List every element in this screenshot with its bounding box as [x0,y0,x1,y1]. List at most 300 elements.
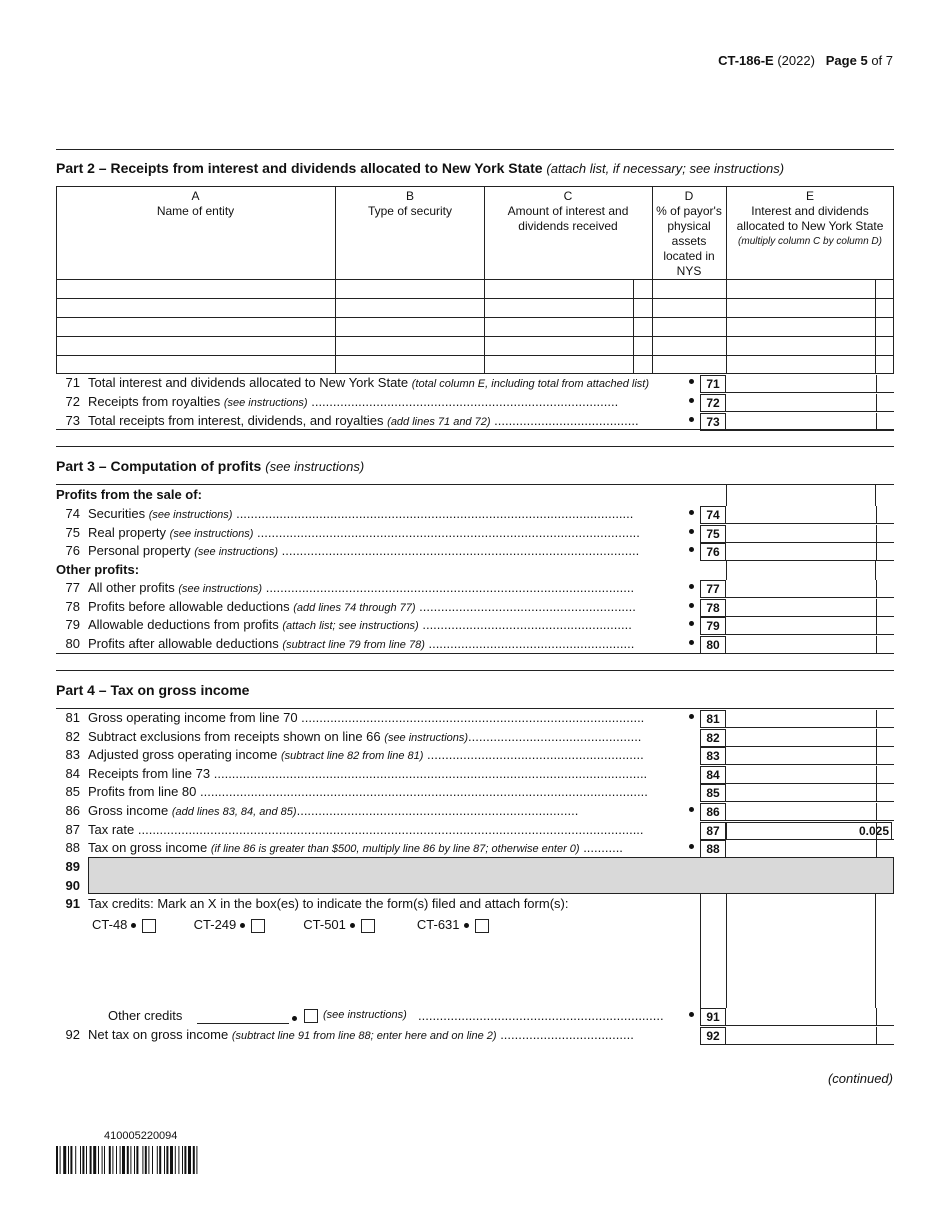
line-91-num: 91 [65,896,80,911]
line-number-box: 72 [700,394,726,412]
line-label: Subtract exclusions from receipts shown on line 66 [88,729,381,744]
barcode-bar [122,1146,125,1174]
barcode-bar [145,1146,147,1174]
line-number: 72 [65,394,80,409]
line-number: 86 [65,803,80,818]
page-of: of 7 [871,53,893,68]
cents-field[interactable] [876,525,894,543]
line-number: 80 [65,636,80,651]
bullet-icon [689,603,694,608]
line-number-box: 79 [700,617,726,635]
leader-dots: .............................................................................. [296,803,579,818]
line-76-row [56,543,894,561]
page-label: Page 5 [825,53,868,68]
bullet-icon [689,547,694,552]
line-label: Tax on gross income [88,840,208,855]
line-text [88,784,708,799]
line-note: (add lines 83, 84, and 85) [171,806,297,818]
line-text [88,803,708,818]
cents-field[interactable] [876,636,894,654]
bullet-icon [689,417,694,422]
amount-field[interactable] [726,1008,876,1026]
line-label: Allowable deductions from profits [88,617,279,632]
barcode-bar [56,1146,58,1174]
barcode-bar [116,1146,117,1174]
line-71-row [56,375,894,393]
line-number: 83 [65,747,80,762]
line-text [88,822,708,837]
barcode-bar [152,1146,153,1174]
line-number: 78 [65,599,80,614]
barcode-bar [134,1146,135,1174]
line-number-box: 78 [700,599,726,617]
other-credits-checkbox[interactable] [304,1009,318,1023]
line-label: Net tax on gross income [88,1027,229,1042]
line-number: 73 [65,413,80,428]
line-text [88,506,708,521]
col-b-header [360,189,460,219]
shaded-area [88,857,894,894]
divider [56,670,894,671]
line-72-row [56,394,894,412]
line-74-row [56,506,894,524]
line-note: (see instructions) [384,732,469,744]
leader-dots: ............................................................................................................................ [200,784,648,799]
amount-field[interactable] [726,803,876,821]
leader-dots: ..................................................................................... [307,394,619,409]
line-note: (subtract line 79 from line 78) [282,639,425,651]
barcode-bar [127,1146,129,1174]
credit-checkbox[interactable] [251,919,265,933]
bullet-icon [689,807,694,812]
amount-field[interactable] [726,375,876,393]
cents-field[interactable] [876,1008,894,1026]
leader-dots: .......................................................................................................... [253,525,640,540]
bullet-icon [689,398,694,403]
barcode-number: 410005220094 [104,1130,178,1142]
line-label: Personal property [88,543,191,558]
cents-field[interactable] [876,803,894,821]
line-number-box: 73 [700,413,726,431]
divider [56,653,894,654]
continued-text: (continued) [827,1071,893,1086]
barcode-bar [175,1146,176,1174]
line-label: Profits from line 80 [88,784,197,799]
barcode-bar [170,1146,173,1174]
col-c-header [494,189,642,234]
col-label: Name of entity [156,204,235,218]
col-d-header [653,189,725,279]
line-number-box: 80 [700,636,726,654]
leader-dots: ............................................................ [423,747,644,762]
subhead-other: Other profits: [56,562,140,577]
credit-ct249 [194,917,300,933]
divider [56,429,894,430]
line-77-row [56,580,894,598]
barcode-bar [164,1146,165,1174]
line-number-box: 83 [700,747,726,765]
barcode-bar [60,1146,61,1174]
bullet-icon [131,923,136,928]
barcode-bar [157,1146,158,1174]
line-text [88,710,708,725]
credit-checkbox[interactable] [142,919,156,933]
cents-field[interactable] [876,729,894,747]
bullet-icon [689,640,694,645]
line-83-row [56,747,894,765]
line-text [88,599,708,614]
line-text [88,543,708,558]
line-80-row [56,636,894,654]
col-letter: B [405,189,414,203]
line-text [88,1027,708,1042]
row-line [56,355,894,356]
line-note: (subtract line 91 from line 88; enter here and on line 2) [231,1030,497,1042]
part3-note: (see instructions) [265,459,365,474]
line-text [88,729,708,744]
line-text [88,375,708,390]
barcode-bar [142,1146,143,1174]
barcode-bar [93,1146,96,1174]
col-letter: D [684,189,694,203]
line-note: (see instructions) [194,546,279,558]
barcode-bar [102,1146,103,1174]
leader-dots: ........................................................................................................................ [213,766,648,781]
barcode-bar [104,1146,105,1174]
bullet-icon [689,621,694,626]
line-label: Profits before allowable deductions [88,599,290,614]
line-92-row [56,1027,894,1045]
line-85-row [56,784,894,802]
part2-note: (attach list, if necessary; see instructions) [546,161,785,176]
col-label: Type of security [367,204,453,218]
line-number: 92 [65,1027,80,1042]
bullet-icon [350,923,355,928]
amount-field[interactable] [726,636,876,654]
cents-field[interactable] [876,580,894,598]
line-number: 79 [65,617,80,632]
cents-field[interactable] [876,822,894,840]
credit-ct501 [303,917,413,933]
cents-field[interactable] [876,766,894,784]
barcode-bar [112,1146,113,1174]
cents-field[interactable] [876,394,894,412]
cents-field[interactable] [876,599,894,617]
subhead-sale: Profits from the sale of: [56,487,202,502]
leader-dots: ................................................ [468,729,642,744]
bullet-icon [689,584,694,589]
line-note: (attach list; see instructions) [282,620,419,632]
leader-dots: ............................................................................................... [301,710,645,725]
divider [56,149,894,150]
part2-title-text: Part 2 – Receipts from interest and dividends allocated to New York State [56,160,543,176]
line-number: 77 [65,580,80,595]
line-87-row [56,822,894,840]
line-91-text: Tax credits: Mark an X in the box(es) to indicate the form(s) filed and attach form(s): [88,896,569,911]
other-credits-label: Other credits [108,1008,183,1023]
col-letter: A [191,189,200,203]
barcode-bar [68,1146,69,1174]
credit-label: CT-48 [92,917,128,932]
line-text [88,394,708,409]
line-78-row [56,599,894,617]
line-90-num: 90 [65,878,80,893]
col-divider [335,186,336,374]
line-number: 81 [65,710,80,725]
divider [56,446,894,447]
barcode-bar [120,1146,121,1174]
barcode-bar [109,1146,111,1174]
bullet-icon [689,844,694,849]
line-text [88,747,708,762]
line-text [88,636,708,651]
line-note: (see instructions) [223,397,308,409]
barcode-bar [196,1146,197,1174]
bullet-icon [689,510,694,515]
col-divider [700,894,701,1008]
col-divider [875,484,876,506]
amount-field[interactable] [726,784,876,802]
line-note: (add lines 74 through 77) [293,602,416,614]
amount-field[interactable] [726,766,876,784]
barcode-bar [63,1146,66,1174]
line-75-row [56,525,894,543]
page-header [718,53,893,68]
barcode-bar [80,1146,81,1174]
line-number-box: 77 [700,580,726,598]
cents-field[interactable] [876,617,894,635]
cents-field[interactable] [876,543,894,561]
line-label: All other profits [88,580,175,595]
line-label: Receipts from royalties [88,394,221,409]
line-label: Receipts from line 73 [88,766,211,781]
col-label: Interest and dividends allocated to New York State [736,204,884,233]
line-label: Total interest and dividends allocated to New York State [88,375,409,390]
amount-field[interactable] [726,729,876,747]
barcode-bar [178,1146,179,1174]
col-divider [875,894,876,1008]
line-number-box: 87 [700,822,726,840]
barcode-bar [82,1146,84,1174]
part2-title [56,160,784,176]
bullet-icon [292,1016,297,1021]
line-number: 85 [65,784,80,799]
line-number: 71 [65,375,80,390]
cents-field[interactable] [876,747,894,765]
col-divider [726,484,727,506]
line-number: 82 [65,729,80,744]
amount-field[interactable] [726,580,876,598]
credit-ct48 [92,917,190,933]
line-note: (see instructions) [148,509,233,521]
amount-field[interactable] [726,394,876,412]
line-number: 74 [65,506,80,521]
credit-label: CT-631 [416,917,460,932]
col-divider [875,560,876,580]
line-81-row [56,710,894,728]
part3-title-text: Part 3 – Computation of profits [56,458,262,474]
line-note: (subtract line 82 from line 81) [280,750,424,762]
form-year: (2022) [777,53,815,68]
barcode-bar [166,1146,168,1174]
leader-dots: .............................................................................................................. [232,506,634,521]
barcode-bar [86,1146,87,1174]
leader-dots: ............................................................ [415,599,636,614]
cents-field[interactable] [876,375,894,393]
barcode-icon [56,1146,238,1174]
amount-field[interactable] [726,710,876,728]
amount-field[interactable]: 0.025 [726,822,892,840]
line-number: 84 [65,766,80,781]
line-note: (if line 86 is greater than $500, multiply line 86 by line 87; otherwise enter 0) [210,843,580,855]
line-text [88,840,708,855]
line-number-box: 92 [700,1027,726,1045]
line-note: (see instructions) [169,528,254,540]
barcode-bar [148,1146,149,1174]
line-text [88,580,708,595]
leader-dots: ................................................................................................... [278,543,640,558]
other-credits-note: (see instructions) [323,1009,407,1021]
line-89-num: 89 [65,859,80,874]
barcode-bar [182,1146,183,1174]
bullet-icon [689,1012,694,1017]
other-credits-input[interactable] [197,1023,289,1024]
col-a-header [56,189,335,219]
line-label: Profits after allowable deductions [88,636,279,651]
line-number-box: 86 [700,803,726,821]
line-label: Securities [88,506,146,521]
line-text [88,766,708,781]
cents-field[interactable] [876,710,894,728]
form-id: CT-186-E [718,53,774,68]
amount-field[interactable] [726,840,876,858]
line-label: Tax rate [88,822,135,837]
line-note: (total column E, including total from attached list) [411,378,650,390]
col-note: (multiply column C by column D) [738,236,882,247]
bullet-icon [240,923,245,928]
credit-ct631 [417,917,517,933]
divider [56,708,894,709]
line-number: 76 [65,543,80,558]
col-label: % of payor's physical assets located in NYS [656,204,722,278]
col-divider [726,894,727,1008]
col-divider [484,186,485,374]
line-number-box: 81 [700,710,726,728]
line-label: Gross operating income from line 70 [88,710,298,725]
line-82-row [56,729,894,747]
barcode-bar [193,1146,195,1174]
row-line [56,279,894,280]
line-number-box: 82 [700,729,726,747]
credit-label: CT-249 [193,917,237,932]
amount-field[interactable] [726,525,876,543]
credit-checkbox[interactable] [361,919,375,933]
col-label: Amount of interest and dividends received [507,204,629,233]
bullet-icon [689,529,694,534]
line-text [88,525,708,540]
part3-title [56,458,364,474]
line-number-box: 88 [700,840,726,858]
barcode-bar [98,1146,99,1174]
barcode-bar [184,1146,186,1174]
col-e-header [727,189,893,249]
line-number: 87 [65,822,80,837]
bullet-icon [464,923,469,928]
part4-title: Part 4 – Tax on gross income [56,682,250,698]
amount-field[interactable] [726,617,876,635]
leader-dots: .......................................................... [418,617,632,632]
amount-field[interactable] [726,599,876,617]
line-text [88,413,708,428]
line-number-box: 74 [700,506,726,524]
barcode-bar [70,1146,72,1174]
row-line [56,336,894,337]
row-line [56,317,894,318]
leader-dots: ........................................ [490,413,639,428]
line-label: Real property [88,525,167,540]
cents-field[interactable] [876,840,894,858]
line-number-box: 71 [700,375,726,393]
credit-checkbox[interactable] [475,919,489,933]
line-number-box: 84 [700,766,726,784]
line-91-row [56,1008,894,1026]
row-line [726,560,894,561]
cents-field[interactable] [876,1027,894,1045]
amount-field[interactable] [726,506,876,524]
line-label: Adjusted gross operating income [88,747,278,762]
divider [56,484,894,485]
amount-field[interactable] [726,747,876,765]
leader-dots: ........... [579,840,623,855]
leader-dots: ......................................................... [424,636,635,651]
line-note: (add lines 71 and 72) [387,416,491,428]
col-divider [726,560,727,580]
line-number-box: 75 [700,525,726,543]
line-note: (see instructions) [178,583,263,595]
line-number-box: 76 [700,543,726,561]
col-letter: C [563,189,573,203]
line-label: Gross income [88,803,169,818]
line-label: Total receipts from interest, dividends, and royalties [88,413,384,428]
line-number: 75 [65,525,80,540]
leader-dots: ..................................... [496,1027,634,1042]
line-84-row [56,766,894,784]
amount-field[interactable] [726,1027,876,1045]
leader-dots: .................................................................... [418,1008,664,1023]
barcode-bar [136,1146,138,1174]
leader-dots: ...................................................................................................... [262,580,635,595]
credit-label: CT-501 [303,917,346,932]
leader-dots: ............................................................................................................................................ [137,822,644,837]
line-88-row [56,840,894,858]
barcode-bar [75,1146,76,1174]
barcode-bar [90,1146,92,1174]
bullet-icon [689,379,694,384]
cents-field[interactable] [876,506,894,524]
bullet-icon [689,714,694,719]
line-number-box: 91 [700,1008,726,1026]
line-79-row [56,617,894,635]
col-divider [633,279,634,374]
credit-row [92,917,517,933]
line-number-box: 85 [700,784,726,802]
amount-field[interactable] [726,543,876,561]
line-number: 88 [65,840,80,855]
col-divider [875,279,876,374]
barcode-bar [159,1146,161,1174]
barcode-bar [130,1146,131,1174]
cents-field[interactable] [876,784,894,802]
